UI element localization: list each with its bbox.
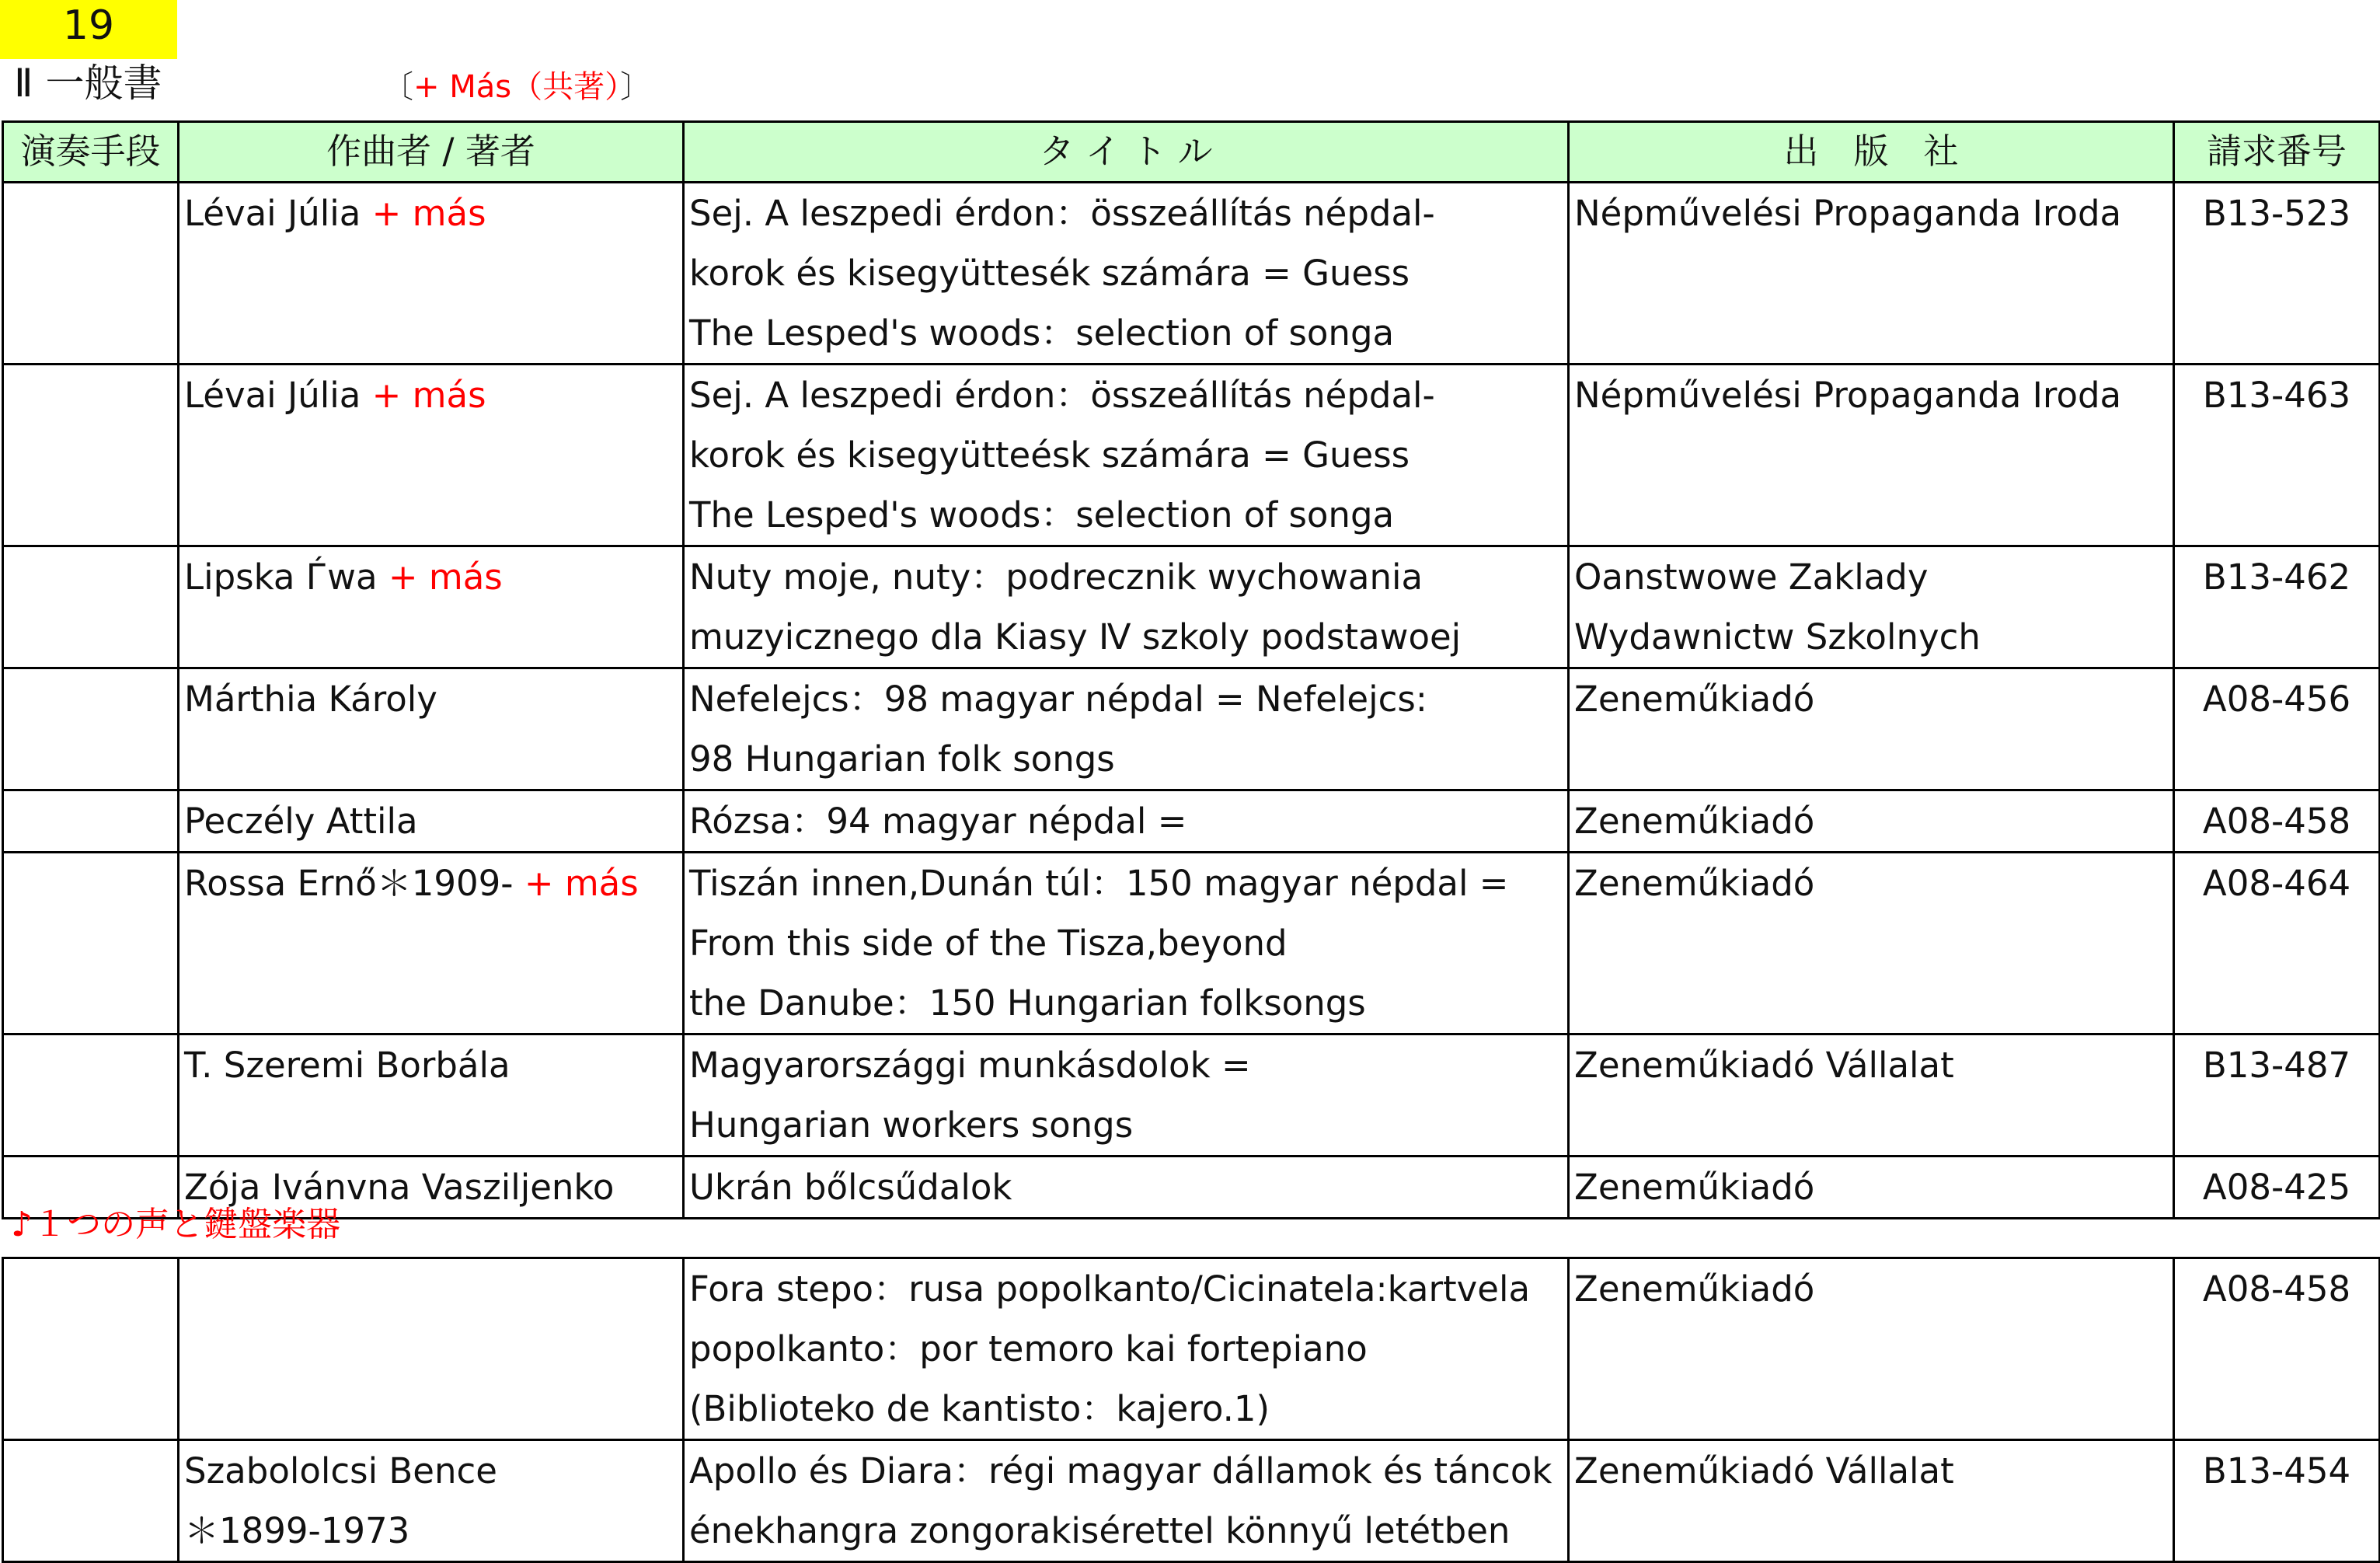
table-row xyxy=(3,1440,2380,1562)
title-cell xyxy=(684,546,1569,668)
table-row xyxy=(3,1034,2380,1157)
publisher-line: Oanstwowe Zaklady xyxy=(1574,556,1929,598)
title-line: Fora stepo：rusa popolkanto/Cicinatela:kartvela xyxy=(689,1268,1531,1310)
instrument-cell xyxy=(3,1258,179,1440)
title-line: The Lesped's woods：selection of songa xyxy=(689,494,1395,536)
title-line: Sej. A leszpedi érdon：összeállítás népdal- xyxy=(689,375,1435,416)
title-line: Hungarian workers songs xyxy=(689,1104,1134,1146)
publisher-cell xyxy=(1569,183,2174,365)
title-cell xyxy=(684,853,1569,1034)
subsection-title: ♪１つの声と鍵盤楽器 xyxy=(11,1205,341,1244)
call-number-cell: B13-463 xyxy=(2174,365,2380,546)
title-line: Ukrán bőlcsűdalok xyxy=(689,1167,1012,1208)
call-number-cell: B13-523 xyxy=(2174,183,2380,365)
title-line: korok és kisegyüttesék számára = Guess xyxy=(689,253,1410,294)
header-row xyxy=(3,122,2380,183)
table-row xyxy=(3,1157,2380,1219)
title-line: (Biblioteko de kantisto：kajero.1) xyxy=(689,1388,1270,1429)
header-title: タ イ ト ル xyxy=(684,122,1569,183)
page-number: 19 xyxy=(0,0,177,59)
call-number-cell: B13-454 xyxy=(2174,1440,2380,1562)
coauthor-marker: + más xyxy=(513,863,639,904)
table-row xyxy=(3,790,2380,853)
call-number-cell: B13-462 xyxy=(2174,546,2380,668)
title-cell xyxy=(684,1440,1569,1562)
section-note xyxy=(382,56,651,110)
title-line: Tiszán innen,Dunán túl：150 magyar népdal = xyxy=(689,863,1509,904)
title-line: muzyicznego dla Kiasy Ⅳ szkoly podstawoej xyxy=(689,616,1462,658)
title-line: popolkanto：por temoro kai fortepiano xyxy=(689,1328,1368,1369)
title-line: Nuty moje, nuty：podrecznik wychowania xyxy=(689,556,1423,598)
publisher-cell xyxy=(1569,853,2174,1034)
instrument-cell xyxy=(3,668,179,790)
author-name: Peczély Attila xyxy=(184,801,418,842)
publisher-cell xyxy=(1569,1440,2174,1562)
publisher-line: Zeneműkiadó xyxy=(1574,863,1815,904)
title-line: Magyarországgi munkásdolok = xyxy=(689,1045,1251,1086)
publisher-line: Zeneműkiadó Vállalat xyxy=(1574,1450,1954,1491)
author-name: Lévai Júlia xyxy=(184,375,361,416)
instrument-cell xyxy=(3,546,179,668)
section-note-open: 〔 xyxy=(382,69,413,105)
title-cell xyxy=(684,1258,1569,1440)
publisher-cell xyxy=(1569,365,2174,546)
title-line: The Lesped's woods：selection of songa xyxy=(689,312,1395,354)
publisher-line: Zeneműkiadó xyxy=(1574,679,1815,720)
catalog-table-main xyxy=(2,120,2380,1219)
section-title: Ⅱ 一般書 xyxy=(14,61,162,106)
header-call-number: 請求番号 xyxy=(2174,122,2380,183)
header-author: 作曲者 / 著者 xyxy=(179,122,684,183)
author-name: Lipska Ѓwa xyxy=(184,556,378,598)
coauthor-marker: + más xyxy=(361,193,486,234)
call-number-cell: A08-456 xyxy=(2174,668,2380,790)
title-line: Apollo és Diara：régi magyar dállamok és táncok xyxy=(689,1450,1552,1491)
coauthor-marker: + más xyxy=(377,556,503,598)
title-line: korok és kisegyütteésk számára = Guess xyxy=(689,434,1410,476)
publisher-line: Népművelési Propaganda Iroda xyxy=(1574,193,2122,234)
header-publisher: 出 版 社 xyxy=(1569,122,2174,183)
title-cell xyxy=(684,183,1569,365)
title-cell xyxy=(684,1157,1569,1219)
title-line: Sej. A leszpedi érdon：összeállítás népdal- xyxy=(689,193,1435,234)
section-note-close: 〕 xyxy=(620,69,652,105)
author-name: T. Szeremi Borbála xyxy=(184,1045,510,1086)
instrument-cell xyxy=(3,790,179,853)
publisher-line: Zeneműkiadó xyxy=(1574,1268,1815,1310)
instrument-cell xyxy=(3,1034,179,1157)
title-line: énekhangra zongorakisérettel könnyű letétben xyxy=(689,1510,1511,1551)
catalog-table-keyboard xyxy=(2,1257,2380,1563)
call-number-cell: A08-464 xyxy=(2174,853,2380,1034)
table-row xyxy=(3,668,2380,790)
author-line: Szabololcsi Bence xyxy=(184,1450,497,1491)
author-name: Lévai Júlia xyxy=(184,193,361,234)
catalog-body-main xyxy=(3,183,2380,1219)
publisher-line: Népművelési Propaganda Iroda xyxy=(1574,375,2122,416)
author-cell xyxy=(179,790,684,853)
author-cell xyxy=(179,1440,684,1562)
title-line: Rózsa：94 magyar népdal = xyxy=(689,801,1187,842)
header-instrument: 演奏手段 xyxy=(3,122,179,183)
title-cell xyxy=(684,790,1569,853)
instrument-cell xyxy=(3,183,179,365)
publisher-cell xyxy=(1569,546,2174,668)
publisher-line: Wydawnictw Szkolnych xyxy=(1574,616,1981,658)
call-number-cell: B13-487 xyxy=(2174,1034,2380,1157)
title-line: From this side of the Tisza,beyond xyxy=(689,923,1288,964)
publisher-cell xyxy=(1569,1034,2174,1157)
author-line xyxy=(184,1259,678,1319)
author-cell xyxy=(179,546,684,668)
publisher-cell xyxy=(1569,1157,2174,1219)
publisher-cell xyxy=(1569,668,2174,790)
title-line: 98 Hungarian folk songs xyxy=(689,738,1115,780)
title-cell xyxy=(684,668,1569,790)
title-cell xyxy=(684,365,1569,546)
title-line: the Danube：150 Hungarian folksongs xyxy=(689,982,1366,1024)
author-name: Márthia Károly xyxy=(184,679,437,720)
table-row xyxy=(3,853,2380,1034)
publisher-cell xyxy=(1569,1258,2174,1440)
call-number-cell: A08-458 xyxy=(2174,790,2380,853)
author-name: Zója Ivánvna Vasziljenko xyxy=(184,1167,615,1208)
publisher-cell xyxy=(1569,790,2174,853)
instrument-cell xyxy=(3,365,179,546)
author-cell xyxy=(179,853,684,1034)
coauthor-marker: + más xyxy=(361,375,486,416)
title-line: Nefelejcs：98 magyar népdal = Nefelejcs: xyxy=(689,679,1427,720)
table-row xyxy=(3,365,2380,546)
section-note-red: + Más（共著） xyxy=(413,69,621,105)
table-row xyxy=(3,1258,2380,1440)
catalog-body-keyboard xyxy=(3,1258,2380,1562)
author-cell xyxy=(179,668,684,790)
title-cell xyxy=(684,1034,1569,1157)
call-number-cell: A08-425 xyxy=(2174,1157,2380,1219)
author-cell xyxy=(179,365,684,546)
table-row xyxy=(3,546,2380,668)
instrument-cell xyxy=(3,1440,179,1562)
author-name: Rossa Ernő＊1909- xyxy=(184,863,514,904)
author-cell xyxy=(179,1258,684,1440)
call-number-cell: A08-458 xyxy=(2174,1258,2380,1440)
author-line: ＊1899-1973 xyxy=(184,1510,410,1551)
author-cell xyxy=(179,1034,684,1157)
table-row xyxy=(3,183,2380,365)
publisher-line: Zeneműkiadó xyxy=(1574,1167,1815,1208)
author-cell xyxy=(179,183,684,365)
publisher-line: Zeneműkiadó xyxy=(1574,801,1815,842)
instrument-cell xyxy=(3,853,179,1034)
publisher-line: Zeneműkiadó Vállalat xyxy=(1574,1045,1954,1086)
